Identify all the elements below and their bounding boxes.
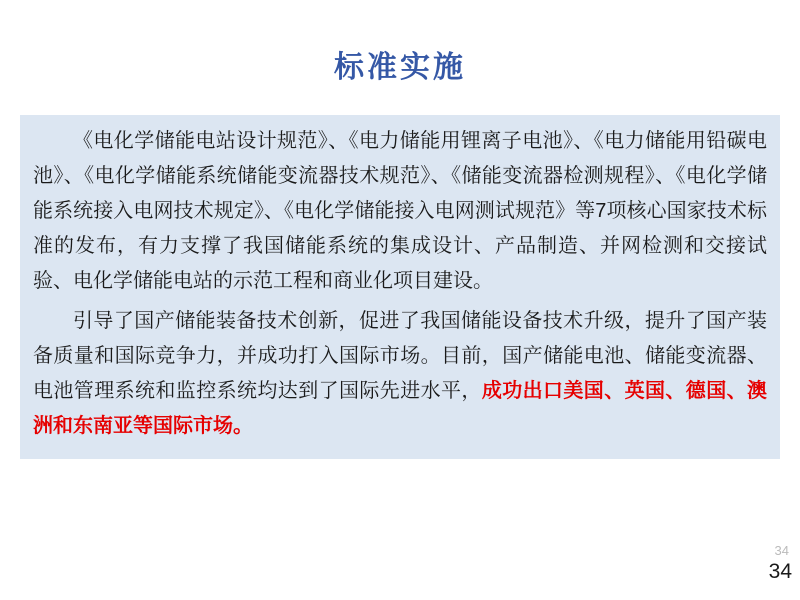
page-number: 34 <box>768 560 792 583</box>
page-number-watermark: 34 <box>774 543 789 558</box>
slide-title: 标准实施 <box>334 51 466 84</box>
paragraph-industry-impact <box>33 304 767 444</box>
paragraph-export-highlight: 成功出口美国、英国、德国、澳洲和东南亚等国际市场。 <box>33 380 768 437</box>
paragraph-industry-impact-text: 引导了国产储能装备技术创新，促进了我国储能设备技术升级，提升了国产装备质量和国际竞争力，并成功打入国际市场。目前，国产储能电池、储能变流器、电池管理系统和监控系统均达到了国际先进水平， <box>33 310 767 402</box>
content-box <box>20 115 780 459</box>
paragraph-standards-release: 《电化学储能电站设计规范》、《电力储能用锂离子电池》、《电力储能用铅碳电池》、《电化学储能系统储能变流器技术规范》、《储能变流器检测规程》、《电化学储能系统接入电网技术规定》、《电化学储能接入电网测试规范》等7项核心国家技术标准的发布，有力支撑了我国储能系统的集成设计、产品制造、并网检测和交接试验、电化学储能电站的示范工程和商业化项目建设。 <box>33 130 767 292</box>
